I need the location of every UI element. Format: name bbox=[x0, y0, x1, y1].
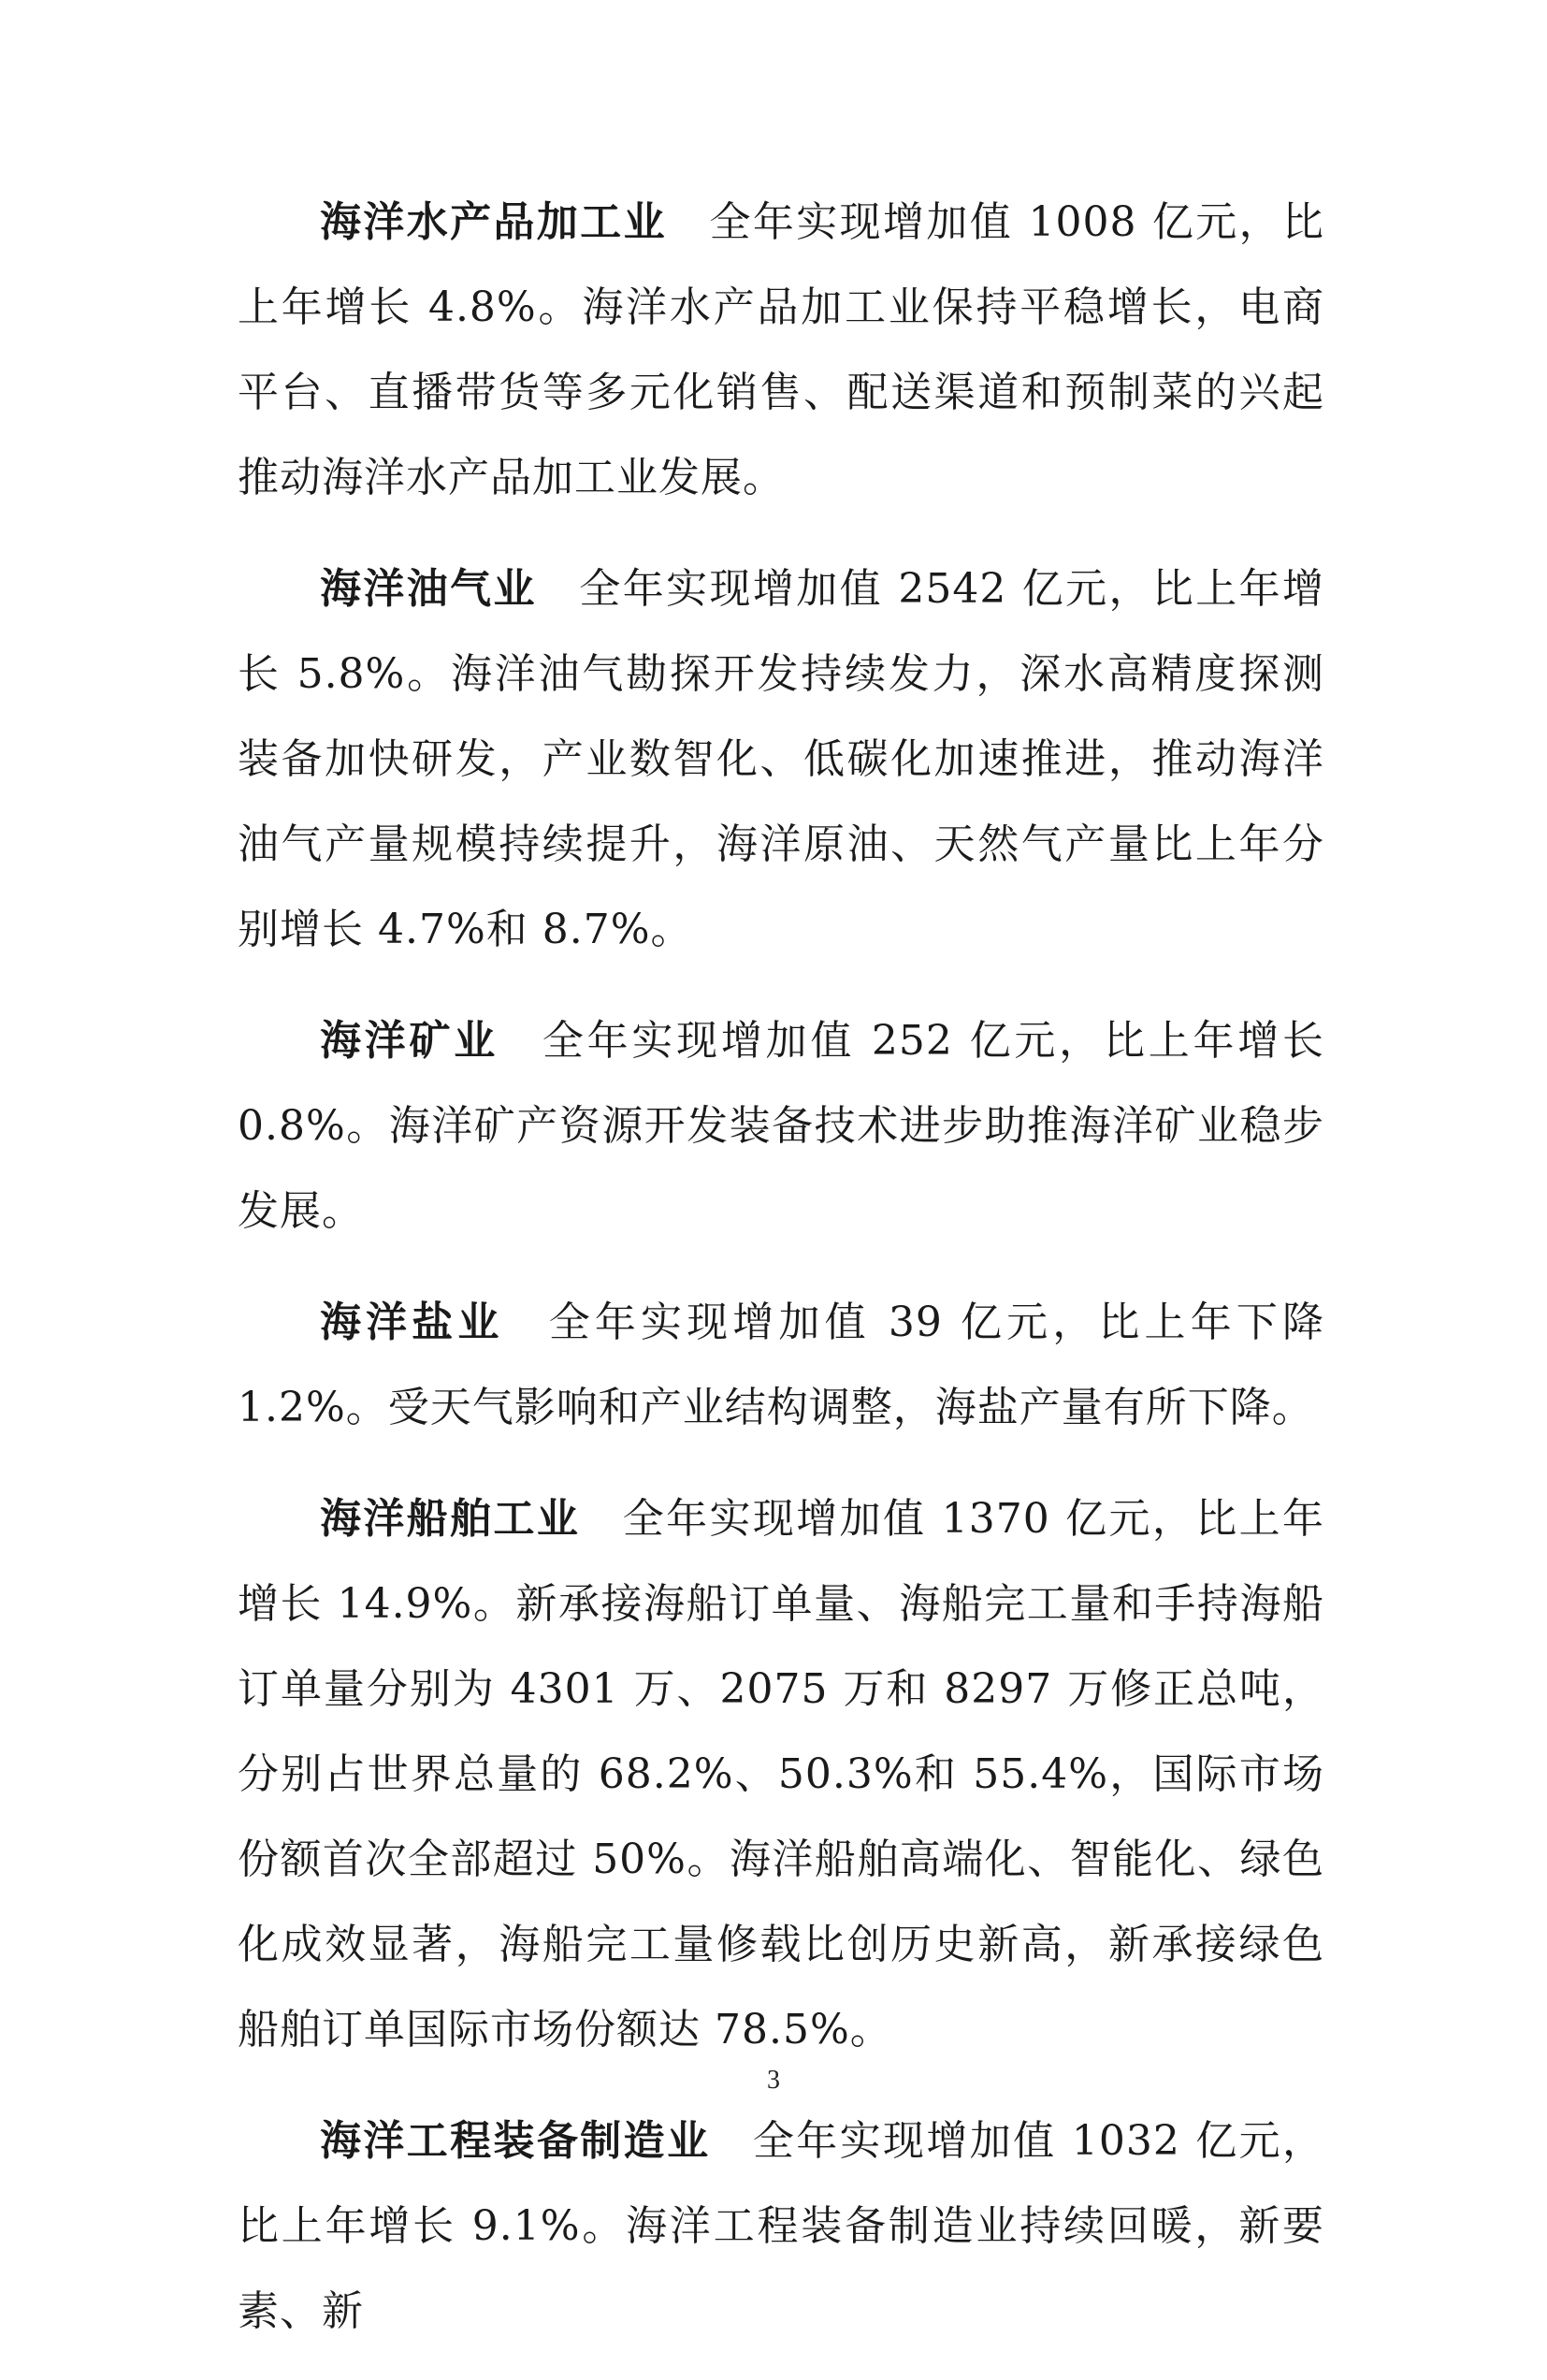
paragraph-text: 全年实现增加值 2542 亿元，比上年增长 5.8%。海洋油气勘探开发持续发力，深水高精度探测装备加快研发，产业数智化、低碳化加速推进，推动海洋油气产量规模持续提升，海洋原油、天然气产量比上年分别增长 4.7%和 8.7%。 bbox=[238, 565, 1325, 953]
paragraph-heading: 海洋油气业 bbox=[320, 565, 537, 613]
paragraph-heading: 海洋船舶工业 bbox=[320, 1495, 581, 1543]
paragraph-aquatic-processing bbox=[238, 180, 1324, 520]
paragraph-salt bbox=[238, 1280, 1324, 1450]
paragraph-heading: 海洋工程装备制造业 bbox=[320, 2117, 711, 2165]
paragraph-oil-gas bbox=[238, 546, 1324, 972]
paragraph-shipbuilding bbox=[238, 1476, 1324, 2072]
paragraph-text: 全年实现增加值 1032 亿元，比上年增长 9.1%。海洋工程装备制造业持续回暖，新要素、新 bbox=[238, 2117, 1324, 2335]
paragraph-text: 全年实现增加值 1370 亿元，比上年增长 14.9%。新承接海船订单量、海船完工量和手持海船订单量分别为 4301 万、2075 万和 8297 万修正总吨，分别占世界总量的 68.2%、50.3%和 55.4%，国际市场份额首次全部超过 50%。海洋船舶高端化、智能化、绿色化成效显著，海船完工量修载比创历史新高，新承接绿色船舶订单国际市场份额达 78.5%。 bbox=[238, 1495, 1325, 2053]
paragraph-heading: 海洋水产品加工业 bbox=[320, 198, 668, 246]
paragraph-engineering-equipment bbox=[238, 2098, 1324, 2354]
paragraph-heading: 海洋矿业 bbox=[320, 1017, 499, 1065]
page-number: 3 bbox=[767, 2066, 780, 2095]
document-body bbox=[238, 180, 1324, 2380]
paragraph-text: 全年实现增加值 1008 亿元，比上年增长 4.8%。海洋水产品加工业保持平稳增长，电商平台、直播带货等多元化销售、配送渠道和预制菜的兴起推动海洋水产品加工业发展。 bbox=[238, 198, 1325, 501]
paragraph-mining bbox=[238, 998, 1324, 1254]
paragraph-text: 全年实现增加值 252 亿元，比上年增长 0.8%。海洋矿产资源开发装备技术进步助推海洋矿业稳步发展。 bbox=[238, 1017, 1324, 1235]
paragraph-heading: 海洋盐业 bbox=[320, 1299, 504, 1346]
paragraph-text: 全年实现增加值 39 亿元，比上年下降 1.2%。受天气影响和产业结构调整，海盐产量有所下降。 bbox=[238, 1299, 1324, 1431]
